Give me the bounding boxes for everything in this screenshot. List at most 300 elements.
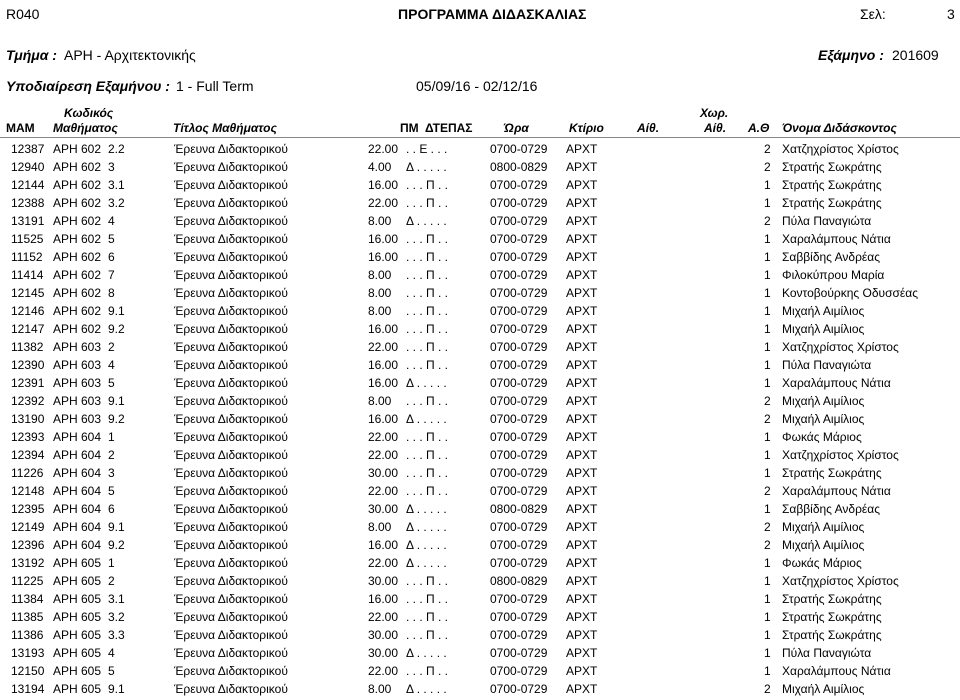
instructor-cell: Κοντοβούρκης Οδυσσέας bbox=[782, 286, 918, 300]
pm-cell: 16.00 bbox=[368, 592, 399, 606]
course-title-cell: Έρευνα Διδακτορικού bbox=[174, 664, 288, 678]
ath-cell: 1 bbox=[764, 286, 771, 300]
days-cell: . . . Π . . bbox=[406, 232, 449, 246]
pm-cell: 16.00 bbox=[368, 376, 399, 390]
section-cell: 3 bbox=[108, 466, 115, 480]
table-row bbox=[0, 304, 960, 322]
course-title-cell: Έρευνα Διδακτορικού bbox=[174, 304, 288, 318]
instructor-cell: Στρατής Σωκράτης bbox=[782, 196, 882, 210]
building-cell: ΑΡΧΤ bbox=[566, 178, 598, 192]
days-cell: . . . Π . . bbox=[406, 394, 449, 408]
time-cell: 0700-0729 bbox=[490, 412, 548, 426]
days-cell: . . Ε . . . bbox=[406, 142, 448, 156]
instructor-cell: Χατζηχρίστος Χρίστος bbox=[782, 574, 899, 588]
time-cell: 0700-0729 bbox=[490, 610, 548, 624]
table-row bbox=[0, 160, 960, 178]
mam-cell: 12145 bbox=[11, 286, 45, 300]
instructor-cell: Σαββίδης Ανδρέας bbox=[782, 250, 880, 264]
time-cell: 0700-0729 bbox=[490, 322, 548, 336]
subdivision-value: 1 - Full Term bbox=[176, 78, 254, 94]
instructor-cell: Σαββίδης Ανδρέας bbox=[782, 502, 880, 516]
building-cell: ΑΡΧΤ bbox=[566, 304, 598, 318]
col-time: Ώρα bbox=[504, 121, 529, 135]
course-title-cell: Έρευνα Διδακτορικού bbox=[174, 178, 288, 192]
ath-cell: 1 bbox=[764, 250, 771, 264]
instructor-cell: Πύλα Παναγιώτα bbox=[782, 646, 872, 660]
mam-cell: 11226 bbox=[11, 466, 44, 480]
ath-cell: 2 bbox=[764, 520, 771, 534]
mam-cell: 11152 bbox=[11, 250, 43, 264]
course-title-cell: Έρευνα Διδακτορικού bbox=[174, 214, 288, 228]
days-cell: . . . Π . . bbox=[406, 304, 449, 318]
time-cell: 0700-0729 bbox=[490, 358, 548, 372]
building-cell: ΑΡΧΤ bbox=[566, 214, 598, 228]
instructor-cell: Χατζηχρίστος Χρίστος bbox=[782, 448, 899, 462]
mam-cell: 12144 bbox=[11, 178, 45, 192]
section-cell: 8 bbox=[108, 286, 115, 300]
instructor-cell: Χαραλάμπους Νάτια bbox=[782, 376, 891, 390]
time-cell: 0700-0729 bbox=[490, 556, 548, 570]
course-code-cell: ΑΡΗ 602 bbox=[53, 250, 102, 264]
instructor-cell: Μιχαήλ Αιμίλιος bbox=[782, 394, 865, 408]
section-cell: 2 bbox=[108, 340, 115, 354]
building-cell: ΑΡΧΤ bbox=[566, 592, 598, 606]
instructor-cell: Χαραλάμπους Νάτια bbox=[782, 664, 891, 678]
mam-cell: 12149 bbox=[11, 520, 45, 534]
days-cell: . . . Π . . bbox=[406, 358, 449, 372]
time-cell: 0800-0829 bbox=[490, 502, 548, 516]
table-row bbox=[0, 556, 960, 574]
col-code-top: Κωδικός bbox=[64, 106, 114, 120]
pm-cell: 16.00 bbox=[368, 232, 399, 246]
days-cell: Δ . . . . . bbox=[406, 412, 447, 426]
table-row bbox=[0, 448, 960, 466]
instructor-cell: Μιχαήλ Αιμίλιος bbox=[782, 682, 865, 696]
table-row bbox=[0, 412, 960, 430]
instructor-cell: Χατζηχρίστος Χρίστος bbox=[782, 142, 899, 156]
course-title-cell: Έρευνα Διδακτορικού bbox=[174, 250, 288, 264]
mam-cell: 13193 bbox=[11, 646, 45, 660]
course-code-cell: ΑΡΗ 602 bbox=[53, 214, 102, 228]
page-label: Σελ: bbox=[860, 6, 886, 22]
col-capacity-bottom: Αίθ. bbox=[704, 121, 727, 135]
table-row bbox=[0, 394, 960, 412]
department-label: Τμήμα : bbox=[6, 47, 57, 63]
course-code-cell: ΑΡΗ 603 bbox=[53, 358, 102, 372]
days-cell: Δ . . . . . bbox=[406, 160, 447, 174]
time-cell: 0700-0729 bbox=[490, 484, 548, 498]
table-row bbox=[0, 484, 960, 502]
instructor-cell: Φωκάς Μάριος bbox=[782, 430, 862, 444]
days-cell: . . . Π . . bbox=[406, 664, 449, 678]
course-title-cell: Έρευνα Διδακτορικού bbox=[174, 538, 288, 552]
days-cell: Δ . . . . . bbox=[406, 214, 447, 228]
mam-cell: 11225 bbox=[11, 574, 44, 588]
building-cell: ΑΡΧΤ bbox=[566, 358, 598, 372]
mam-cell: 12392 bbox=[11, 394, 45, 408]
mam-cell: 11384 bbox=[11, 592, 44, 606]
course-title-cell: Έρευνα Διδακτορικού bbox=[174, 502, 288, 516]
section-cell: 9.1 bbox=[108, 304, 125, 318]
course-title-cell: Έρευνα Διδακτορικού bbox=[174, 160, 288, 174]
date-range: 05/09/16 - 02/12/16 bbox=[416, 78, 538, 94]
table-row bbox=[0, 268, 960, 286]
section-cell: 9.2 bbox=[108, 538, 125, 552]
section-cell: 1 bbox=[108, 430, 115, 444]
pm-cell: 30.00 bbox=[368, 628, 399, 642]
pm-cell: 22.00 bbox=[368, 610, 399, 624]
mam-cell: 12146 bbox=[11, 304, 45, 318]
course-code-cell: ΑΡΗ 604 bbox=[53, 430, 102, 444]
building-cell: ΑΡΧΤ bbox=[566, 376, 598, 390]
col-code-bottom: Μαθήματος bbox=[53, 121, 118, 135]
ath-cell: 1 bbox=[764, 466, 771, 480]
building-cell: ΑΡΧΤ bbox=[566, 556, 598, 570]
mam-cell: 11386 bbox=[11, 628, 44, 642]
mam-cell: 12390 bbox=[11, 358, 45, 372]
time-cell: 0800-0829 bbox=[490, 574, 548, 588]
building-cell: ΑΡΧΤ bbox=[566, 502, 598, 516]
subdivision-label: Υποδιαίρεση Εξαμήνου : bbox=[6, 78, 170, 94]
table-row bbox=[0, 178, 960, 196]
pm-cell: 22.00 bbox=[368, 196, 399, 210]
ath-cell: 1 bbox=[764, 322, 771, 336]
course-title-cell: Έρευνα Διδακτορικού bbox=[174, 394, 288, 408]
days-cell: Δ . . . . . bbox=[406, 682, 447, 696]
days-cell: . . . Π . . bbox=[406, 448, 449, 462]
ath-cell: 1 bbox=[764, 304, 771, 318]
course-code-cell: ΑΡΗ 603 bbox=[53, 376, 102, 390]
time-cell: 0700-0729 bbox=[490, 214, 548, 228]
instructor-cell: Μιχαήλ Αιμίλιος bbox=[782, 538, 865, 552]
pm-cell: 4.00 bbox=[368, 160, 392, 174]
ath-cell: 1 bbox=[764, 610, 771, 624]
section-cell: 4 bbox=[108, 358, 115, 372]
mam-cell: 12395 bbox=[11, 502, 45, 516]
building-cell: ΑΡΧΤ bbox=[566, 610, 598, 624]
pm-cell: 8.00 bbox=[368, 682, 392, 696]
semester-label: Εξάμηνο : bbox=[818, 47, 884, 63]
instructor-cell: Χαραλάμπους Νάτια bbox=[782, 232, 891, 246]
section-cell: 3.2 bbox=[108, 610, 125, 624]
time-cell: 0700-0729 bbox=[490, 520, 548, 534]
time-cell: 0700-0729 bbox=[490, 196, 548, 210]
time-cell: 0700-0729 bbox=[490, 430, 548, 444]
section-cell: 7 bbox=[108, 268, 115, 282]
course-title-cell: Έρευνα Διδακτορικού bbox=[174, 340, 288, 354]
days-cell: Δ . . . . . bbox=[406, 502, 447, 516]
mam-cell: 12393 bbox=[11, 430, 45, 444]
section-cell: 3.3 bbox=[108, 628, 125, 642]
table-row bbox=[0, 322, 960, 340]
ath-cell: 1 bbox=[764, 502, 771, 516]
section-cell: 3.1 bbox=[108, 178, 125, 192]
instructor-cell: Στρατής Σωκράτης bbox=[782, 592, 882, 606]
mam-cell: 11382 bbox=[11, 340, 44, 354]
building-cell: ΑΡΧΤ bbox=[566, 574, 598, 588]
pm-cell: 22.00 bbox=[368, 430, 399, 444]
ath-cell: 1 bbox=[764, 268, 771, 282]
course-title-cell: Έρευνα Διδακτορικού bbox=[174, 232, 288, 246]
pm-cell: 8.00 bbox=[368, 394, 392, 408]
ath-cell: 1 bbox=[764, 556, 771, 570]
days-cell: . . . Π . . bbox=[406, 430, 449, 444]
table-row bbox=[0, 466, 960, 484]
table-row bbox=[0, 358, 960, 376]
col-room: Αίθ. bbox=[637, 121, 660, 135]
instructor-cell: Στρατής Σωκράτης bbox=[782, 178, 882, 192]
time-cell: 0700-0729 bbox=[490, 376, 548, 390]
section-cell: 9.2 bbox=[108, 322, 125, 336]
course-title-cell: Έρευνα Διδακτορικού bbox=[174, 520, 288, 534]
instructor-cell: Χατζηχρίστος Χρίστος bbox=[782, 340, 899, 354]
course-title-cell: Έρευνα Διδακτορικού bbox=[174, 448, 288, 462]
mam-cell: 12391 bbox=[11, 376, 45, 390]
section-cell: 2 bbox=[108, 448, 115, 462]
table-row bbox=[0, 286, 960, 304]
course-title-cell: Έρευνα Διδακτορικού bbox=[174, 646, 288, 660]
days-cell: . . . Π . . bbox=[406, 466, 449, 480]
course-code-cell: ΑΡΗ 602 bbox=[53, 286, 102, 300]
pm-cell: 22.00 bbox=[368, 142, 399, 156]
ath-cell: 1 bbox=[764, 574, 771, 588]
pm-cell: 30.00 bbox=[368, 466, 399, 480]
col-instructor: Όνομα Διδάσκοντος bbox=[782, 121, 897, 135]
table-row bbox=[0, 610, 960, 628]
section-cell: 5 bbox=[108, 232, 115, 246]
table-row bbox=[0, 340, 960, 358]
section-cell: 2.2 bbox=[108, 142, 125, 156]
ath-cell: 2 bbox=[764, 214, 771, 228]
course-title-cell: Έρευνα Διδακτορικού bbox=[174, 592, 288, 606]
table-row bbox=[0, 196, 960, 214]
building-cell: ΑΡΧΤ bbox=[566, 682, 598, 696]
building-cell: ΑΡΧΤ bbox=[566, 286, 598, 300]
pm-cell: 8.00 bbox=[368, 304, 392, 318]
ath-cell: 1 bbox=[764, 178, 771, 192]
course-code-cell: ΑΡΗ 604 bbox=[53, 448, 102, 462]
building-cell: ΑΡΧΤ bbox=[566, 466, 598, 480]
mam-cell: 11525 bbox=[11, 232, 44, 246]
mam-cell: 11385 bbox=[11, 610, 44, 624]
course-code-cell: ΑΡΗ 602 bbox=[53, 322, 102, 336]
pm-cell: 16.00 bbox=[368, 358, 399, 372]
course-code-cell: ΑΡΗ 605 bbox=[53, 574, 102, 588]
days-cell: . . . Π . . bbox=[406, 484, 449, 498]
col-mam: ΜΑΜ bbox=[6, 121, 35, 135]
course-code-cell: ΑΡΗ 605 bbox=[53, 664, 102, 678]
table-row bbox=[0, 682, 960, 700]
building-cell: ΑΡΧΤ bbox=[566, 322, 598, 336]
semester-value: 201609 bbox=[892, 47, 939, 63]
instructor-cell: Στρατής Σωκράτης bbox=[782, 610, 882, 624]
course-code-cell: ΑΡΗ 602 bbox=[53, 232, 102, 246]
instructor-cell: Στρατής Σωκράτης bbox=[782, 160, 882, 174]
time-cell: 0700-0729 bbox=[490, 394, 548, 408]
time-cell: 0700-0729 bbox=[490, 232, 548, 246]
course-code-cell: ΑΡΗ 604 bbox=[53, 520, 102, 534]
instructor-cell: Μιχαήλ Αιμίλιος bbox=[782, 322, 865, 336]
section-cell: 3.2 bbox=[108, 196, 125, 210]
col-ath: Α.Θ bbox=[748, 121, 770, 135]
pm-cell: 16.00 bbox=[368, 412, 399, 426]
section-cell: 9.1 bbox=[108, 682, 125, 696]
pm-cell: 30.00 bbox=[368, 502, 399, 516]
course-code-cell: ΑΡΗ 602 bbox=[53, 178, 102, 192]
mam-cell: 13194 bbox=[11, 682, 45, 696]
instructor-cell: Χαραλάμπους Νάτια bbox=[782, 484, 891, 498]
mam-cell: 12396 bbox=[11, 538, 45, 552]
pm-cell: 22.00 bbox=[368, 484, 399, 498]
table-row bbox=[0, 628, 960, 646]
course-code-cell: ΑΡΗ 605 bbox=[53, 682, 102, 696]
course-code-cell: ΑΡΗ 605 bbox=[53, 646, 102, 660]
days-cell: . . . Π . . bbox=[406, 574, 449, 588]
instructor-cell: Μιχαήλ Αιμίλιος bbox=[782, 520, 865, 534]
table-row bbox=[0, 214, 960, 232]
course-title-cell: Έρευνα Διδακτορικού bbox=[174, 196, 288, 210]
course-code-cell: ΑΡΗ 605 bbox=[53, 556, 102, 570]
course-title-cell: Έρευνα Διδακτορικού bbox=[174, 466, 288, 480]
course-code-cell: ΑΡΗ 602 bbox=[53, 142, 102, 156]
report-code: R040 bbox=[6, 6, 40, 22]
days-cell: . . . Π . . bbox=[406, 340, 449, 354]
section-cell: 6 bbox=[108, 250, 115, 264]
col-days: ΔΤΕΠΑΣ bbox=[425, 121, 473, 135]
days-cell: . . . Π . . bbox=[406, 250, 449, 264]
course-code-cell: ΑΡΗ 605 bbox=[53, 610, 102, 624]
ath-cell: 1 bbox=[764, 340, 771, 354]
section-cell: 4 bbox=[108, 214, 115, 228]
days-cell: . . . Π . . bbox=[406, 592, 449, 606]
instructor-cell: Φωκάς Μάριος bbox=[782, 556, 862, 570]
ath-cell: 1 bbox=[764, 664, 771, 678]
building-cell: ΑΡΧΤ bbox=[566, 160, 598, 174]
time-cell: 0700-0729 bbox=[490, 142, 548, 156]
ath-cell: 1 bbox=[764, 358, 771, 372]
course-code-cell: ΑΡΗ 603 bbox=[53, 394, 102, 408]
ath-cell: 1 bbox=[764, 196, 771, 210]
pm-cell: 30.00 bbox=[368, 574, 399, 588]
course-code-cell: ΑΡΗ 603 bbox=[53, 412, 102, 426]
mam-cell: 13192 bbox=[11, 556, 45, 570]
time-cell: 0700-0729 bbox=[490, 178, 548, 192]
section-cell: 2 bbox=[108, 574, 115, 588]
days-cell: . . . Π . . bbox=[406, 178, 449, 192]
table-row bbox=[0, 538, 960, 556]
table-row bbox=[0, 592, 960, 610]
course-code-cell: ΑΡΗ 602 bbox=[53, 196, 102, 210]
ath-cell: 2 bbox=[764, 394, 771, 408]
instructor-cell: Πύλα Παναγιώτα bbox=[782, 358, 872, 372]
ath-cell: 1 bbox=[764, 646, 771, 660]
mam-cell: 12148 bbox=[11, 484, 45, 498]
ath-cell: 2 bbox=[764, 412, 771, 426]
days-cell: . . . Π . . bbox=[406, 610, 449, 624]
col-capacity-top: Χωρ. bbox=[700, 106, 729, 120]
section-cell: 9.2 bbox=[108, 412, 125, 426]
time-cell: 0700-0729 bbox=[490, 340, 548, 354]
course-title-cell: Έρευνα Διδακτορικού bbox=[174, 610, 288, 624]
time-cell: 0700-0729 bbox=[490, 664, 548, 678]
time-cell: 0700-0729 bbox=[490, 592, 548, 606]
instructor-cell: Φιλοκύπρου Μαρία bbox=[782, 268, 885, 282]
instructor-cell: Πύλα Παναγιώτα bbox=[782, 214, 872, 228]
building-cell: ΑΡΧΤ bbox=[566, 484, 598, 498]
pm-cell: 8.00 bbox=[368, 268, 392, 282]
days-cell: Δ . . . . . bbox=[406, 556, 447, 570]
section-cell: 5 bbox=[108, 664, 115, 678]
days-cell: . . . Π . . bbox=[406, 268, 449, 282]
days-cell: Δ . . . . . bbox=[406, 538, 447, 552]
building-cell: ΑΡΧΤ bbox=[566, 448, 598, 462]
mam-cell: 12940 bbox=[11, 160, 45, 174]
course-title-cell: Έρευνα Διδακτορικού bbox=[174, 322, 288, 336]
table-row bbox=[0, 232, 960, 250]
pm-cell: 8.00 bbox=[368, 214, 392, 228]
course-code-cell: ΑΡΗ 602 bbox=[53, 304, 102, 318]
ath-cell: 1 bbox=[764, 430, 771, 444]
section-cell: 9.1 bbox=[108, 394, 125, 408]
course-code-cell: ΑΡΗ 604 bbox=[53, 466, 102, 480]
ath-cell: 2 bbox=[764, 484, 771, 498]
ath-cell: 1 bbox=[764, 232, 771, 246]
section-cell: 9.1 bbox=[108, 520, 125, 534]
time-cell: 0700-0729 bbox=[490, 628, 548, 642]
days-cell: . . . Π . . bbox=[406, 322, 449, 336]
ath-cell: 2 bbox=[764, 538, 771, 552]
section-cell: 5 bbox=[108, 376, 115, 390]
course-code-cell: ΑΡΗ 602 bbox=[53, 160, 102, 174]
course-title-cell: Έρευνα Διδακτορικού bbox=[174, 286, 288, 300]
ath-cell: 2 bbox=[764, 160, 771, 174]
instructor-cell: Μιχαήλ Αιμίλιος bbox=[782, 304, 865, 318]
building-cell: ΑΡΧΤ bbox=[566, 340, 598, 354]
mam-cell: 12388 bbox=[11, 196, 45, 210]
course-code-cell: ΑΡΗ 605 bbox=[53, 628, 102, 642]
course-title-cell: Έρευνα Διδακτορικού bbox=[174, 430, 288, 444]
days-cell: Δ . . . . . bbox=[406, 646, 447, 660]
col-building: Κτίριο bbox=[569, 121, 604, 135]
pm-cell: 22.00 bbox=[368, 448, 399, 462]
pm-cell: 8.00 bbox=[368, 520, 392, 534]
time-cell: 0700-0729 bbox=[490, 304, 548, 318]
building-cell: ΑΡΧΤ bbox=[566, 646, 598, 660]
mam-cell: 12147 bbox=[11, 322, 45, 336]
days-cell: Δ . . . . . bbox=[406, 520, 447, 534]
section-cell: 6 bbox=[108, 502, 115, 516]
course-title-cell: Έρευνα Διδακτορικού bbox=[174, 628, 288, 642]
building-cell: ΑΡΧΤ bbox=[566, 538, 598, 552]
instructor-cell: Μιχαήλ Αιμίλιος bbox=[782, 412, 865, 426]
course-title-cell: Έρευνα Διδακτορικού bbox=[174, 556, 288, 570]
mam-cell: 12387 bbox=[11, 142, 45, 156]
pm-cell: 8.00 bbox=[368, 286, 392, 300]
time-cell: 0700-0729 bbox=[490, 538, 548, 552]
table-row bbox=[0, 520, 960, 538]
building-cell: ΑΡΧΤ bbox=[566, 268, 598, 282]
ath-cell: 2 bbox=[764, 682, 771, 696]
pm-cell: 16.00 bbox=[368, 178, 399, 192]
building-cell: ΑΡΧΤ bbox=[566, 232, 598, 246]
ath-cell: 1 bbox=[764, 628, 771, 642]
time-cell: 0700-0729 bbox=[490, 250, 548, 264]
mam-cell: 12150 bbox=[11, 664, 45, 678]
mam-cell: 13190 bbox=[11, 412, 45, 426]
building-cell: ΑΡΧΤ bbox=[566, 142, 598, 156]
table-row bbox=[0, 646, 960, 664]
section-cell: 4 bbox=[108, 646, 115, 660]
